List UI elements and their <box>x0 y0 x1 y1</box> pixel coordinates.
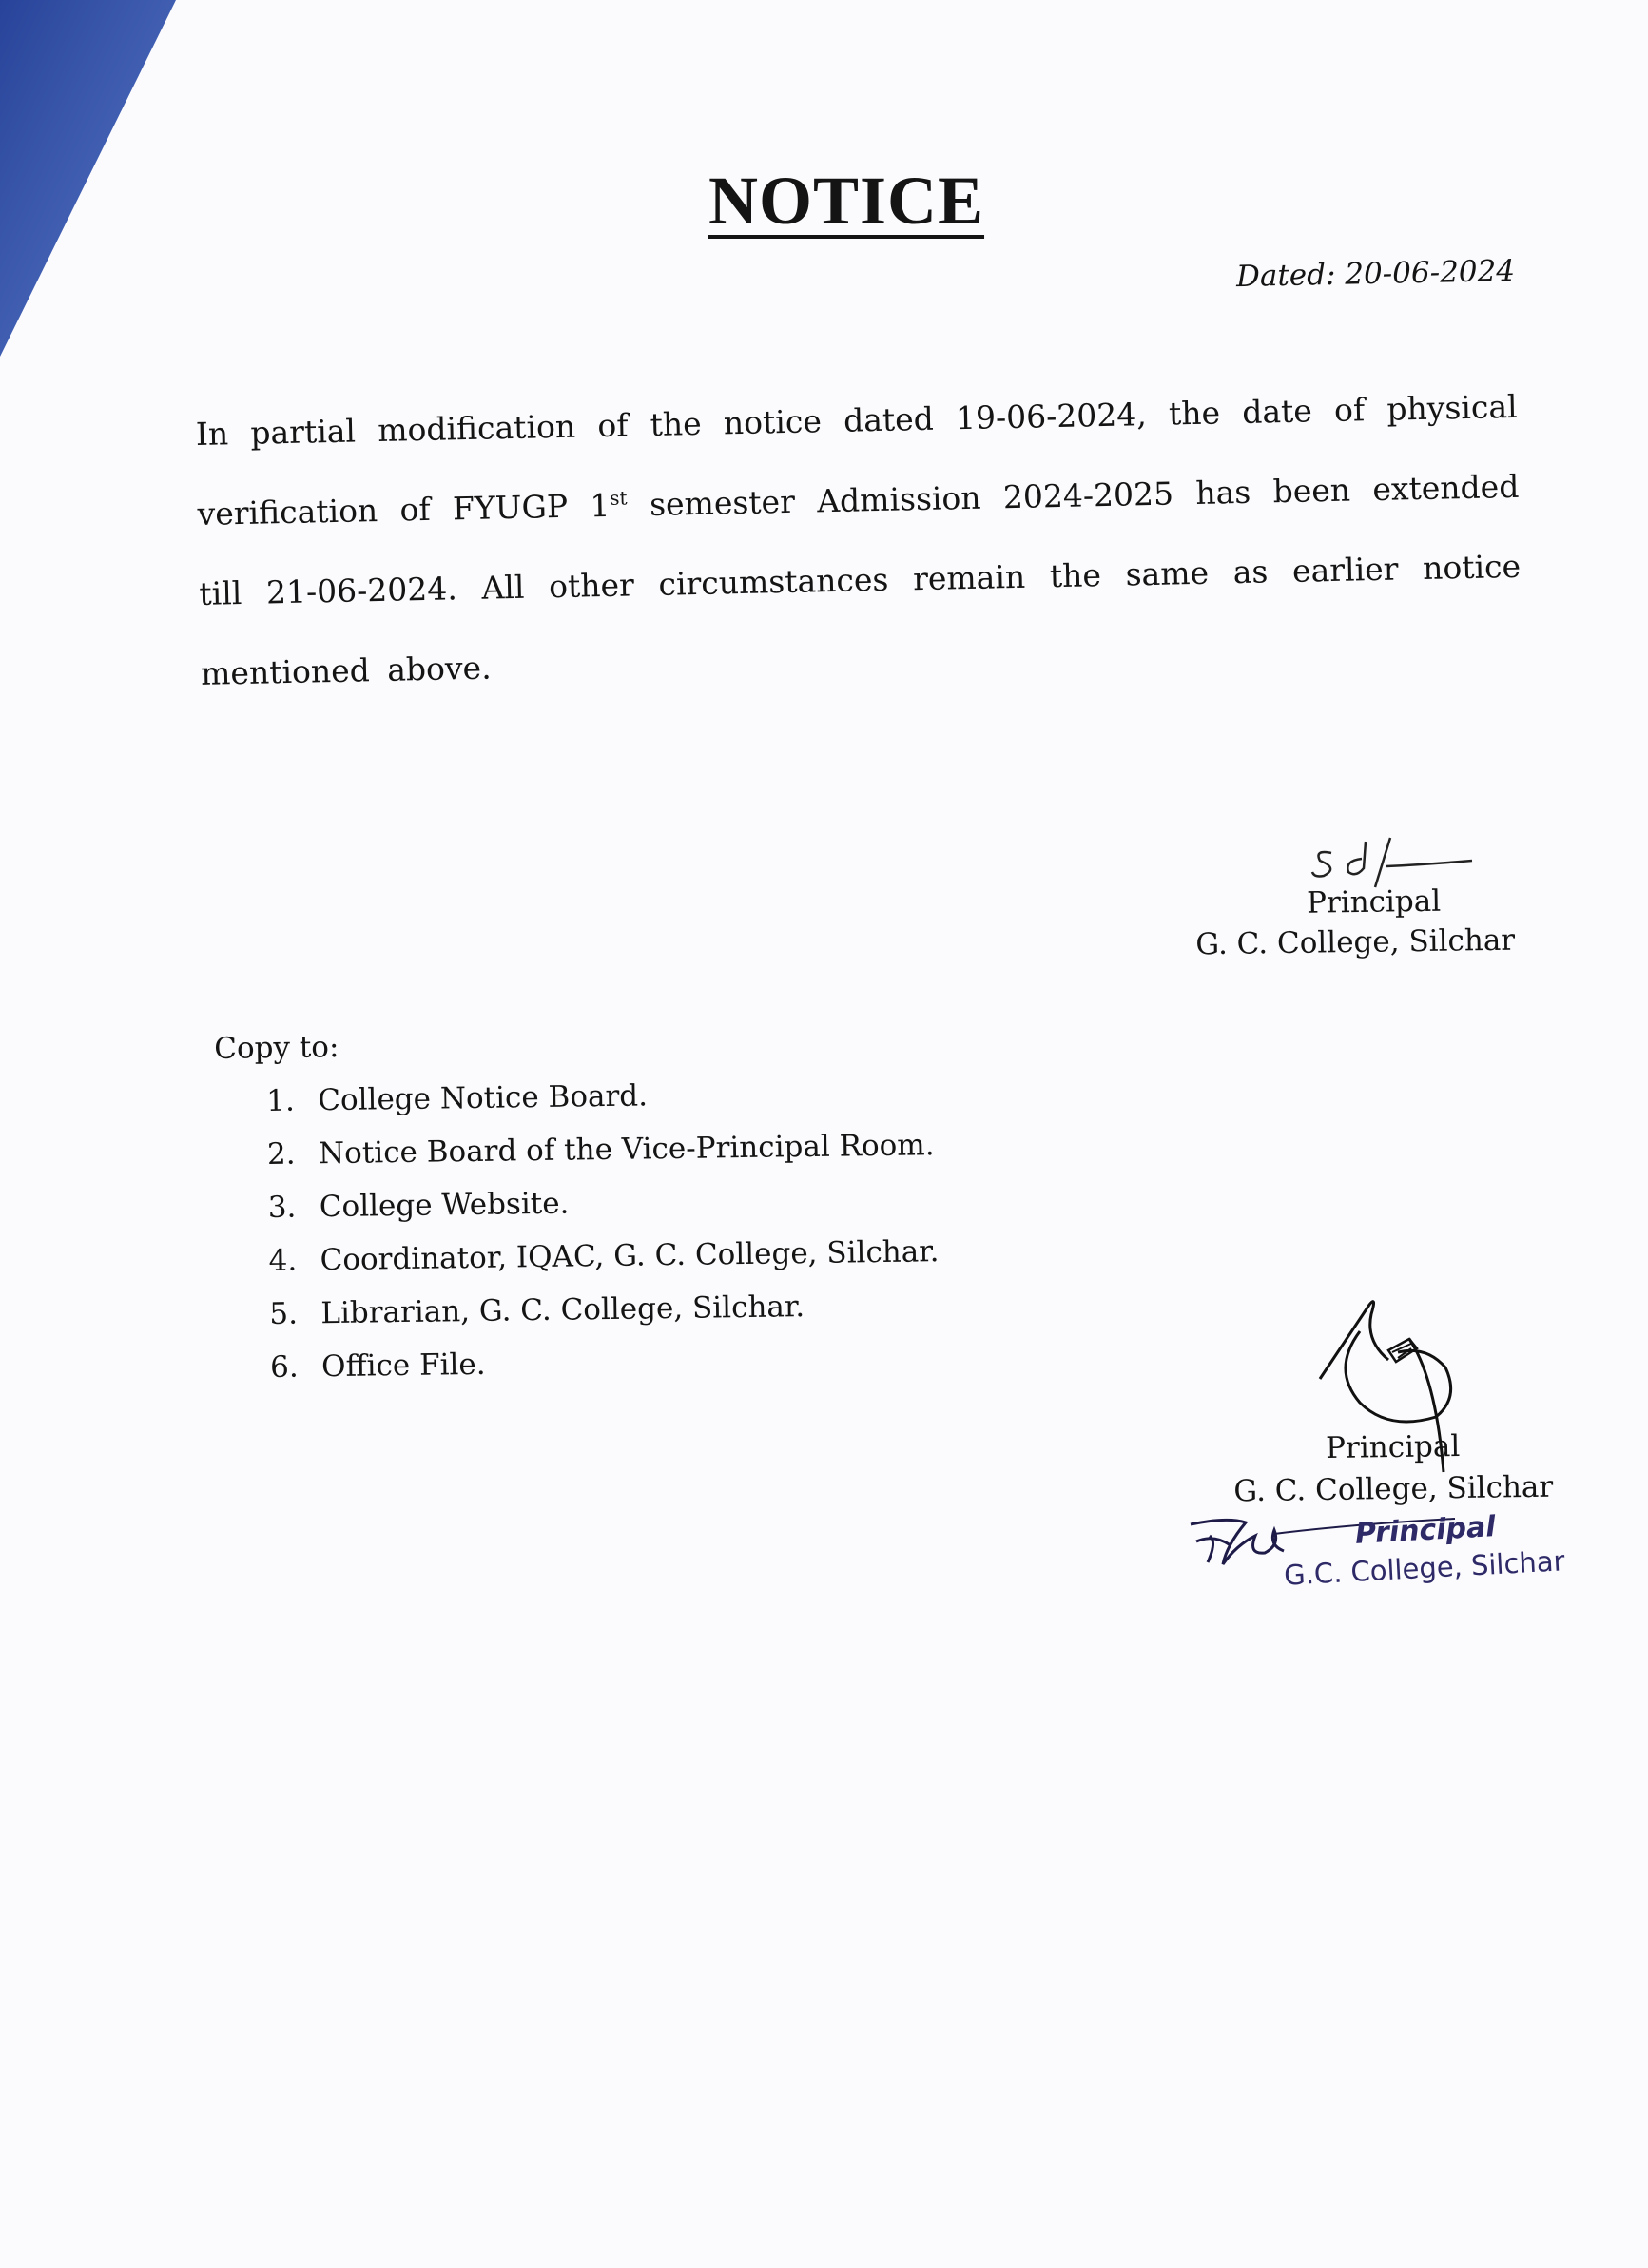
notice-date: Dated: 20-06-2024 <box>1235 253 1516 295</box>
list-item-text: Librarian, G. C. College, Silchar. <box>320 1289 805 1331</box>
list-item-text: Coordinator, IQAC, G. C. College, Silchar. <box>320 1234 940 1278</box>
notice-body-part2: semester Admission 2024-2025 has been extended till 21-06-2024. All other circumstances remain the same as earlier notice mentioned above. <box>198 467 1522 692</box>
list-item-number: 2. <box>266 1136 296 1172</box>
list-item-number: 1. <box>266 1083 296 1118</box>
stamp-title: Principal <box>1354 1510 1497 1551</box>
stamp-institution: G.C. College, Silchar <box>1283 1544 1566 1592</box>
notice-body-part1: In partial modification of the notice dated 19-06-2024, the date of physical verification of FYUGP 1 <box>195 387 1518 533</box>
list-item <box>266 1075 938 1137</box>
list-item <box>268 1181 940 1244</box>
list-item-number: 6. <box>269 1349 299 1385</box>
list-item-number: 4. <box>268 1243 298 1278</box>
notice-body <box>195 367 1523 714</box>
signatory-designation: Principal <box>1306 883 1442 921</box>
copy-to-list <box>266 1075 941 1404</box>
list-item <box>270 1341 941 1404</box>
list-item-number: 3. <box>267 1190 297 1225</box>
notice-title: NOTICE <box>708 163 985 239</box>
signature-block-bottom <box>1221 1424 1564 1512</box>
signatory-institution: G. C. College, Silchar <box>1233 1469 1554 1509</box>
list-item-text: College Website. <box>319 1186 570 1225</box>
list-item <box>267 1128 939 1191</box>
list-item-text: Office File. <box>320 1347 486 1385</box>
signatory-institution: G. C. College, Silchar <box>1195 922 1516 962</box>
list-item-number: 5. <box>269 1296 299 1331</box>
list-item-text: Notice Board of the Vice-Principal Room. <box>318 1128 935 1172</box>
notice-body-superscript: st <box>610 486 628 510</box>
copy-to-heading: Copy to: <box>214 1030 339 1066</box>
signature-block-top <box>1195 881 1516 965</box>
signatory-designation: Principal <box>1325 1429 1461 1465</box>
list-item-text: College Notice Board. <box>317 1078 649 1118</box>
list-item <box>269 1288 940 1350</box>
list-item <box>268 1234 940 1297</box>
